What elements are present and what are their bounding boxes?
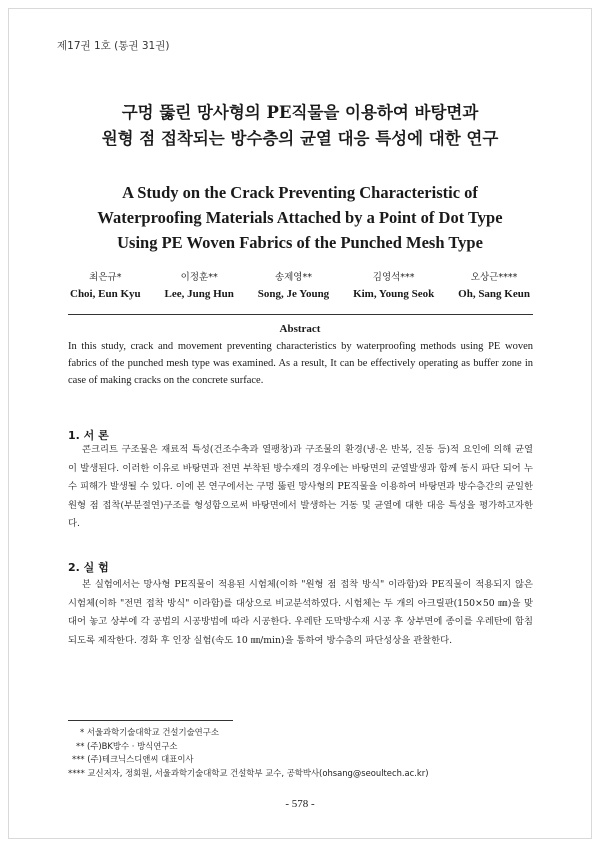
author-name-ko: 송제영** <box>274 272 312 283</box>
section-heading-introduction: 1. 서 론 <box>68 429 109 442</box>
footnote: ** (주)BK방수 · 방식연구소 <box>76 740 178 751</box>
section-heading-experiment: 2. 실 험 <box>68 561 109 574</box>
footnote: *** (주)테크닉스디앤씨 대표이사 <box>72 754 194 764</box>
footnote-divider <box>68 720 233 721</box>
author <box>258 270 329 302</box>
author-name-ko: 이정훈** <box>180 272 218 283</box>
english-title-line: Waterproofing Materials Attached by a Point of Dot Type <box>97 208 503 227</box>
author-list <box>70 270 530 302</box>
section-text-experiment: 본 실험에서는 망사형 PE직물이 적용된 시험체(이하 "원형 점 접착 방식" 이라함)와 PE직물이 적용되지 않은 시험체(이하 "전면 접착 방식" 이라함)를 대상으로 비교분석하였다. 시험체는 두 개의 아크릴판(150×50 ㎜)을 맞대어 놓고 상부에 각 공법의 시공방법에 따라 시공한다. 우레탄 도막방수재 시공 후 상부면에 종이를 우레탄에 함침 되도록 제작한다. 경화 후 인장 실험(속도 10 ㎜/min)을 통하여 방수층의 파단성상을 관찰한다. <box>68 579 533 646</box>
footnote: **** 교신저자, 정회원, 서울과학기술대학교 건설학부 교수, 공학박사(ohsang@seoultech.ac.kr) <box>68 767 429 778</box>
abstract-text: In this study, crack and movement preventing characteristics by waterproofing methods using PE woven fabrics of the punched mesh type was examined. As a result, It can be effectively operating as buffer zone in case of making cracks on the concrete surface. <box>68 341 533 386</box>
korean-title-line: 구멍 뚫린 망사형의 PE직물을 이용하여 바탕면과 <box>121 103 479 122</box>
author <box>458 270 530 302</box>
author-name-en: Song, Je Young <box>257 288 330 300</box>
author-name-ko: 김영석*** <box>372 272 415 283</box>
author <box>165 270 234 302</box>
english-title <box>40 180 560 255</box>
abstract-title: Abstract <box>279 323 321 335</box>
english-title-line: Using PE Woven Fabrics of the Punched Mesh Type <box>117 233 483 252</box>
page-number: - 578 - <box>285 798 315 810</box>
author-name-en: Choi, Eun Kyu <box>70 288 141 300</box>
author-name-ko: 오상근**** <box>470 272 518 283</box>
author <box>353 270 434 302</box>
footnotes <box>68 726 429 780</box>
journal-volume: 제17권 1호 (통권 31권) <box>57 40 170 52</box>
korean-title <box>40 100 560 152</box>
author <box>70 270 141 302</box>
author-name-en: Kim, Young Seok <box>353 288 435 300</box>
english-title-line: A Study on the Crack Preventing Characteristic of <box>122 183 478 202</box>
korean-title-line: 원형 점 접착되는 방수층의 균열 대응 특성에 대한 연구 <box>101 129 499 148</box>
author-name-en: Lee, Jung Hun <box>164 288 234 300</box>
section-text-introduction: 콘크리트 구조물은 재료적 특성(건조수축과 열팽창)과 구조물의 환경(냉·온 반복, 진동 등)적 요인에 의해 균열이 발생된다. 이러한 이유로 바탕면과 전면 부착된 방수재의 경우에는 바탕면의 균열발생과 함께 동시 파단 되어 누수 피해가 발생될 수 있다. 이에 본 연구에서는 구멍 뚫린 망사형의 PE직물을 이용하여 바탕면과 방수층간의 균일한 원형 점 접착(부분절연)구조를 형성함으로써 바탕면에서 발생하는 거동 및 균열에 대한 대응 특성을 평가하고자한다. <box>68 444 533 530</box>
abstract-divider <box>68 314 533 315</box>
author-name-ko: 최은규* <box>89 272 122 283</box>
footnote: * 서울과학기술대학교 건설기술연구소 <box>80 727 219 737</box>
author-name-en: Oh, Sang Keun <box>458 288 530 300</box>
